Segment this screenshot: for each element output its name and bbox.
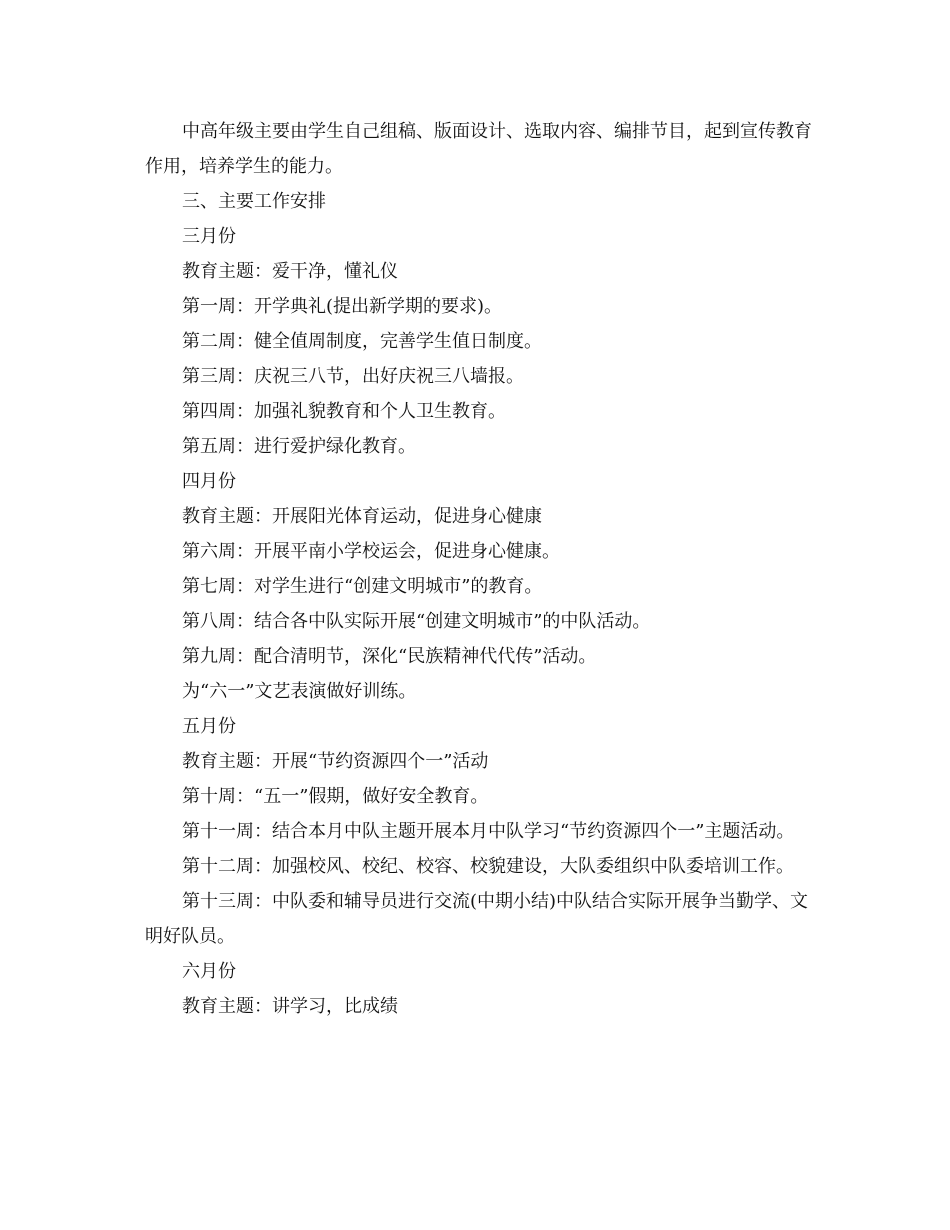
month-heading-march: 三月份 <box>182 226 236 247</box>
week-item: 第十二周：加强校风、校纪、校容、校貌建设，大队委组织中队委培训工作。 <box>182 856 794 877</box>
document-body <box>145 114 817 1024</box>
week-item: 第八周：结合各中队实际开展“创建文明城市”的中队活动。 <box>182 611 651 632</box>
section-heading: 三、主要工作安排 <box>182 191 326 212</box>
theme-april: 教育主题：开展阳光体育运动，促进身心健康 <box>182 506 542 527</box>
week-item: 第二周：健全值周制度，完善学生值日制度。 <box>182 331 542 352</box>
month-heading-april: 四月份 <box>182 471 236 492</box>
week-item: 第十一周：结合本月中队主题开展本月中队学习“节约资源四个一”主题活动。 <box>182 821 795 842</box>
week-item: 第一周：开学典礼(提出新学期的要求)。 <box>182 296 503 317</box>
week-item: 第五周：进行爱护绿化教育。 <box>182 436 416 457</box>
note-item: 为“六一”文艺表演做好训练。 <box>182 681 417 702</box>
month-heading-june: 六月份 <box>182 961 236 982</box>
week-item: 第三周：庆祝三八节，出好庆祝三八墙报。 <box>182 366 524 387</box>
week-item: 第十周：“五一”假期，做好安全教育。 <box>182 786 489 807</box>
week-item: 第四周：加强礼貌教育和个人卫生教育。 <box>182 401 506 422</box>
month-heading-may: 五月份 <box>182 716 236 737</box>
week-item: 第九周：配合清明节，深化“民族精神代代传”活动。 <box>182 646 597 667</box>
paragraph-intro: 中高年级主要由学生自己组稿、版面设计、选取内容、编排节目，起到宣传教育作用，培养学生的能力。 <box>145 121 812 177</box>
theme-may: 教育主题：开展“节约资源四个一”活动 <box>182 751 489 772</box>
theme-march: 教育主题：爱干净，懂礼仪 <box>182 261 398 282</box>
week-item: 第六周：开展平南小学校运会，促进身心健康。 <box>182 541 560 562</box>
theme-june: 教育主题：讲学习，比成绩 <box>182 996 398 1017</box>
week-item: 第七周：对学生进行“创建文明城市”的教育。 <box>182 576 543 597</box>
week-item: 第十三周：中队委和辅导员进行交流(中期小结)中队结合实际开展争当勤学、文明好队员。 <box>145 891 809 947</box>
